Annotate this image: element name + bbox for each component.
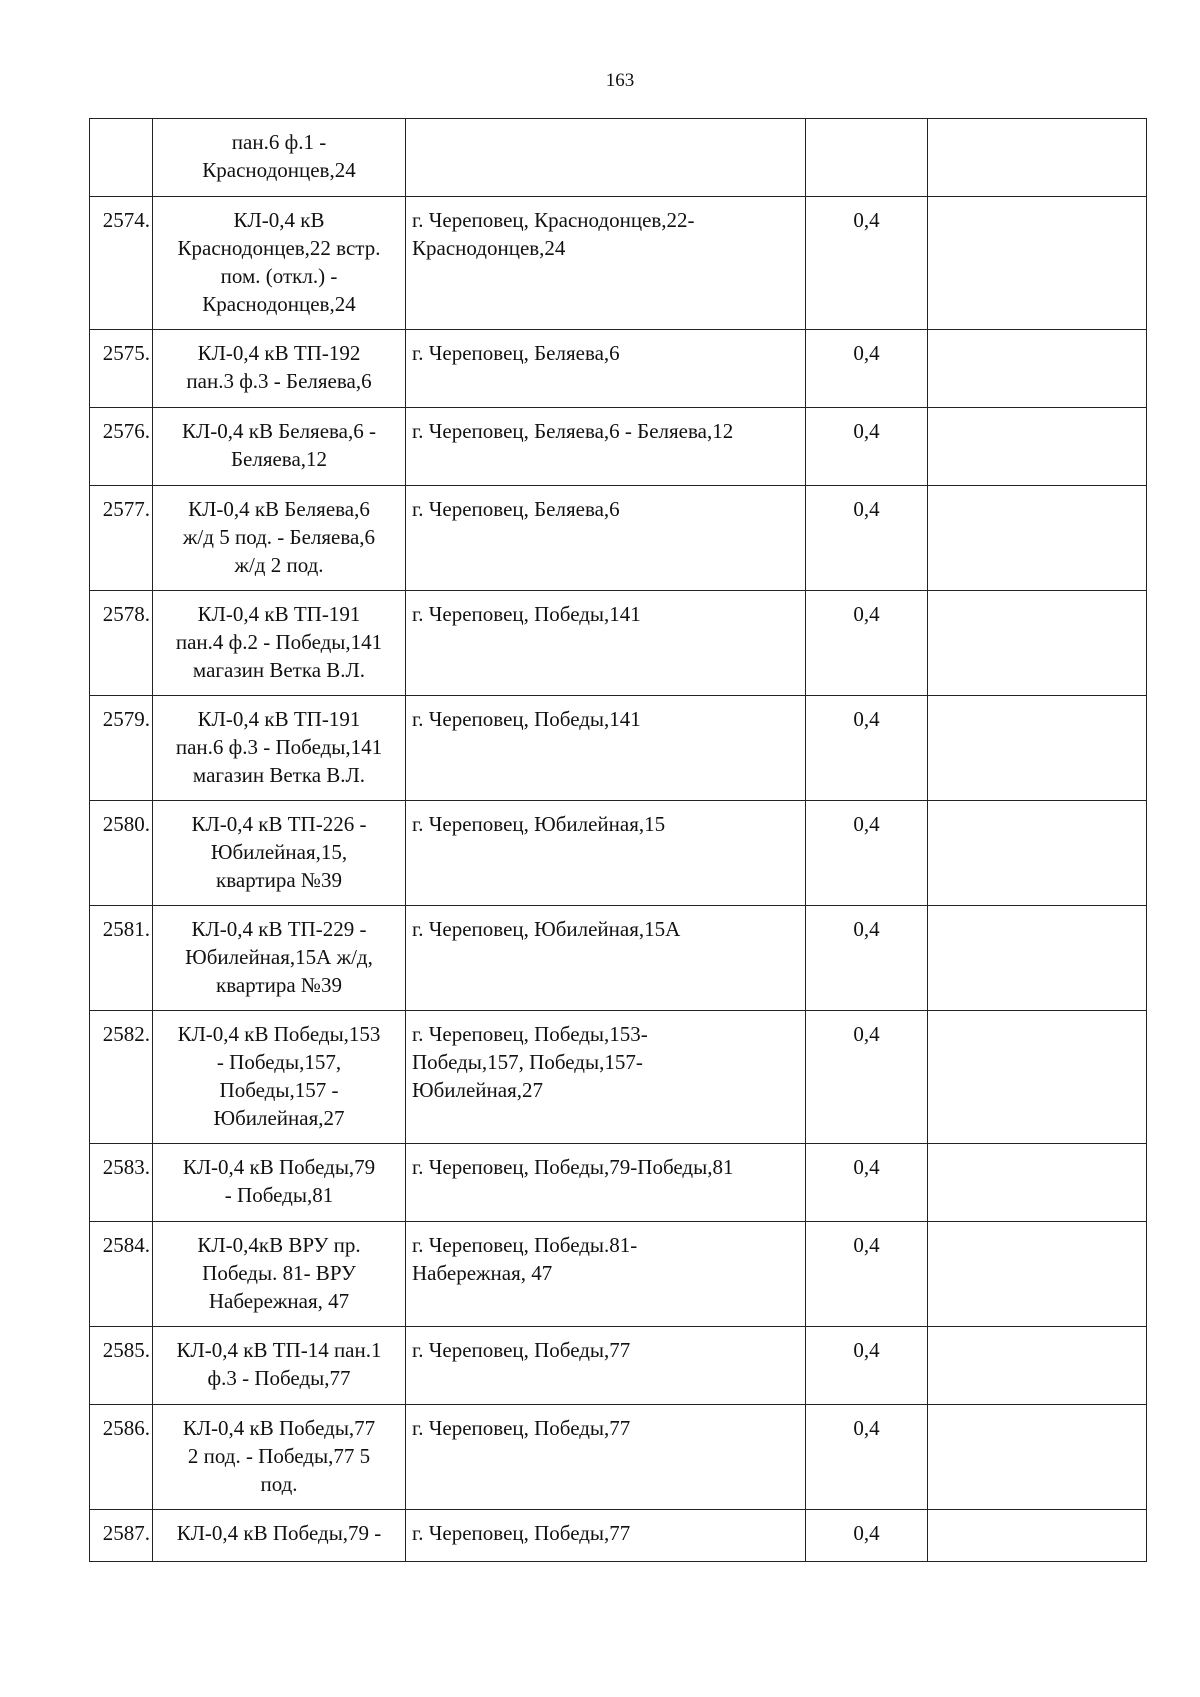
table-row bbox=[90, 1327, 1147, 1405]
row-number: 2582. bbox=[90, 1011, 153, 1144]
row-number: 2578. bbox=[90, 591, 153, 696]
line-name: КЛ-0,4 кВ ТП-191 пан.4 ф.2 - Победы,141 магазин Ветка В.Л. bbox=[153, 591, 406, 696]
row-number: 2586. bbox=[90, 1405, 153, 1510]
extra-cell bbox=[928, 1011, 1147, 1144]
line-name: КЛ-0,4 кВ Краснодонцев,22 встр. пом. (откл.) - Краснодонцев,24 bbox=[153, 197, 406, 330]
line-voltage: 0,4 bbox=[806, 906, 928, 1011]
extra-cell bbox=[928, 119, 1147, 197]
table-row bbox=[90, 696, 1147, 801]
table-row bbox=[90, 197, 1147, 330]
extra-cell bbox=[928, 591, 1147, 696]
extra-cell bbox=[928, 330, 1147, 408]
line-name: КЛ-0,4 кВ Беляева,6 ж/д 5 под. - Беляева,6 ж/д 2 под. bbox=[153, 486, 406, 591]
row-number: 2580. bbox=[90, 801, 153, 906]
row-number bbox=[90, 119, 153, 197]
line-voltage: 0,4 bbox=[806, 1405, 928, 1510]
row-number: 2575. bbox=[90, 330, 153, 408]
line-name: КЛ-0,4 кВ Победы,79 - Победы,81 bbox=[153, 1144, 406, 1222]
cable-lines-table bbox=[89, 118, 1147, 1562]
line-address: г. Череповец, Юбилейная,15А bbox=[406, 906, 806, 1011]
row-number: 2576. bbox=[90, 408, 153, 486]
line-name: КЛ-0,4кВ ВРУ пр. Победы. 81- ВРУ Набережная, 47 bbox=[153, 1222, 406, 1327]
line-address: г. Череповец, Юбилейная,15 bbox=[406, 801, 806, 906]
line-address: г. Череповец, Победы.81- Набережная, 47 bbox=[406, 1222, 806, 1327]
line-name: КЛ-0,4 кВ ТП-191 пан.6 ф.3 - Победы,141 магазин Ветка В.Л. bbox=[153, 696, 406, 801]
table-row bbox=[90, 1011, 1147, 1144]
line-voltage: 0,4 bbox=[806, 1011, 928, 1144]
table-row bbox=[90, 408, 1147, 486]
line-address: г. Череповец, Беляева,6 - Беляева,12 bbox=[406, 408, 806, 486]
line-name: КЛ-0,4 кВ Победы,153 - Победы,157, Победы,157 - Юбилейная,27 bbox=[153, 1011, 406, 1144]
line-name: КЛ-0,4 кВ ТП-14 пан.1 ф.3 - Победы,77 bbox=[153, 1327, 406, 1405]
line-address: г. Череповец, Победы,141 bbox=[406, 696, 806, 801]
line-voltage: 0,4 bbox=[806, 330, 928, 408]
page-number: 163 bbox=[605, 70, 635, 91]
extra-cell bbox=[928, 1327, 1147, 1405]
line-voltage: 0,4 bbox=[806, 197, 928, 330]
line-voltage: 0,4 bbox=[806, 1327, 928, 1405]
line-address: г. Череповец, Победы,77 bbox=[406, 1327, 806, 1405]
row-number: 2581. bbox=[90, 906, 153, 1011]
line-address bbox=[406, 119, 806, 197]
line-address: г. Череповец, Беляева,6 bbox=[406, 486, 806, 591]
row-number: 2574. bbox=[90, 197, 153, 330]
line-address: г. Череповец, Беляева,6 bbox=[406, 330, 806, 408]
line-voltage: 0,4 bbox=[806, 1144, 928, 1222]
table-row bbox=[90, 330, 1147, 408]
extra-cell bbox=[928, 1222, 1147, 1327]
extra-cell bbox=[928, 197, 1147, 330]
line-voltage bbox=[806, 119, 928, 197]
line-name: КЛ-0,4 кВ Победы,79 - bbox=[153, 1510, 406, 1562]
extra-cell bbox=[928, 906, 1147, 1011]
row-number: 2579. bbox=[90, 696, 153, 801]
line-address: г. Череповец, Краснодонцев,22- Краснодонцев,24 bbox=[406, 197, 806, 330]
row-number: 2583. bbox=[90, 1144, 153, 1222]
line-name: КЛ-0,4 кВ ТП-226 - Юбилейная,15, квартира №39 bbox=[153, 801, 406, 906]
table-row bbox=[90, 1144, 1147, 1222]
table-row bbox=[90, 906, 1147, 1011]
extra-cell bbox=[928, 1510, 1147, 1562]
line-address: г. Череповец, Победы,153- Победы,157, Победы,157- Юбилейная,27 bbox=[406, 1011, 806, 1144]
line-voltage: 0,4 bbox=[806, 1222, 928, 1327]
row-number: 2584. bbox=[90, 1222, 153, 1327]
line-address: г. Череповец, Победы,141 bbox=[406, 591, 806, 696]
line-name: пан.6 ф.1 - Краснодонцев,24 bbox=[153, 119, 406, 197]
extra-cell bbox=[928, 696, 1147, 801]
line-voltage: 0,4 bbox=[806, 801, 928, 906]
line-voltage: 0,4 bbox=[806, 408, 928, 486]
table-row bbox=[90, 1222, 1147, 1327]
line-voltage: 0,4 bbox=[806, 1510, 928, 1562]
table-row bbox=[90, 1510, 1147, 1562]
line-name: КЛ-0,4 кВ Беляева,6 - Беляева,12 bbox=[153, 408, 406, 486]
line-address: г. Череповец, Победы,79-Победы,81 bbox=[406, 1144, 806, 1222]
extra-cell bbox=[928, 1144, 1147, 1222]
extra-cell bbox=[928, 486, 1147, 591]
table-row bbox=[90, 119, 1147, 197]
table-row bbox=[90, 591, 1147, 696]
line-voltage: 0,4 bbox=[806, 591, 928, 696]
extra-cell bbox=[928, 408, 1147, 486]
table-row bbox=[90, 1405, 1147, 1510]
line-address: г. Череповец, Победы,77 bbox=[406, 1405, 806, 1510]
row-number: 2585. bbox=[90, 1327, 153, 1405]
extra-cell bbox=[928, 1405, 1147, 1510]
line-voltage: 0,4 bbox=[806, 486, 928, 591]
table-row bbox=[90, 486, 1147, 591]
extra-cell bbox=[928, 801, 1147, 906]
row-number: 2587. bbox=[90, 1510, 153, 1562]
line-name: КЛ-0,4 кВ Победы,77 2 под. - Победы,77 5 под. bbox=[153, 1405, 406, 1510]
line-name: КЛ-0,4 кВ ТП-192 пан.3 ф.3 - Беляева,6 bbox=[153, 330, 406, 408]
line-voltage: 0,4 bbox=[806, 696, 928, 801]
line-address: г. Череповец, Победы,77 bbox=[406, 1510, 806, 1562]
table-row bbox=[90, 801, 1147, 906]
line-name: КЛ-0,4 кВ ТП-229 - Юбилейная,15А ж/д, квартира №39 bbox=[153, 906, 406, 1011]
row-number: 2577. bbox=[90, 486, 153, 591]
table-body bbox=[90, 119, 1147, 1562]
